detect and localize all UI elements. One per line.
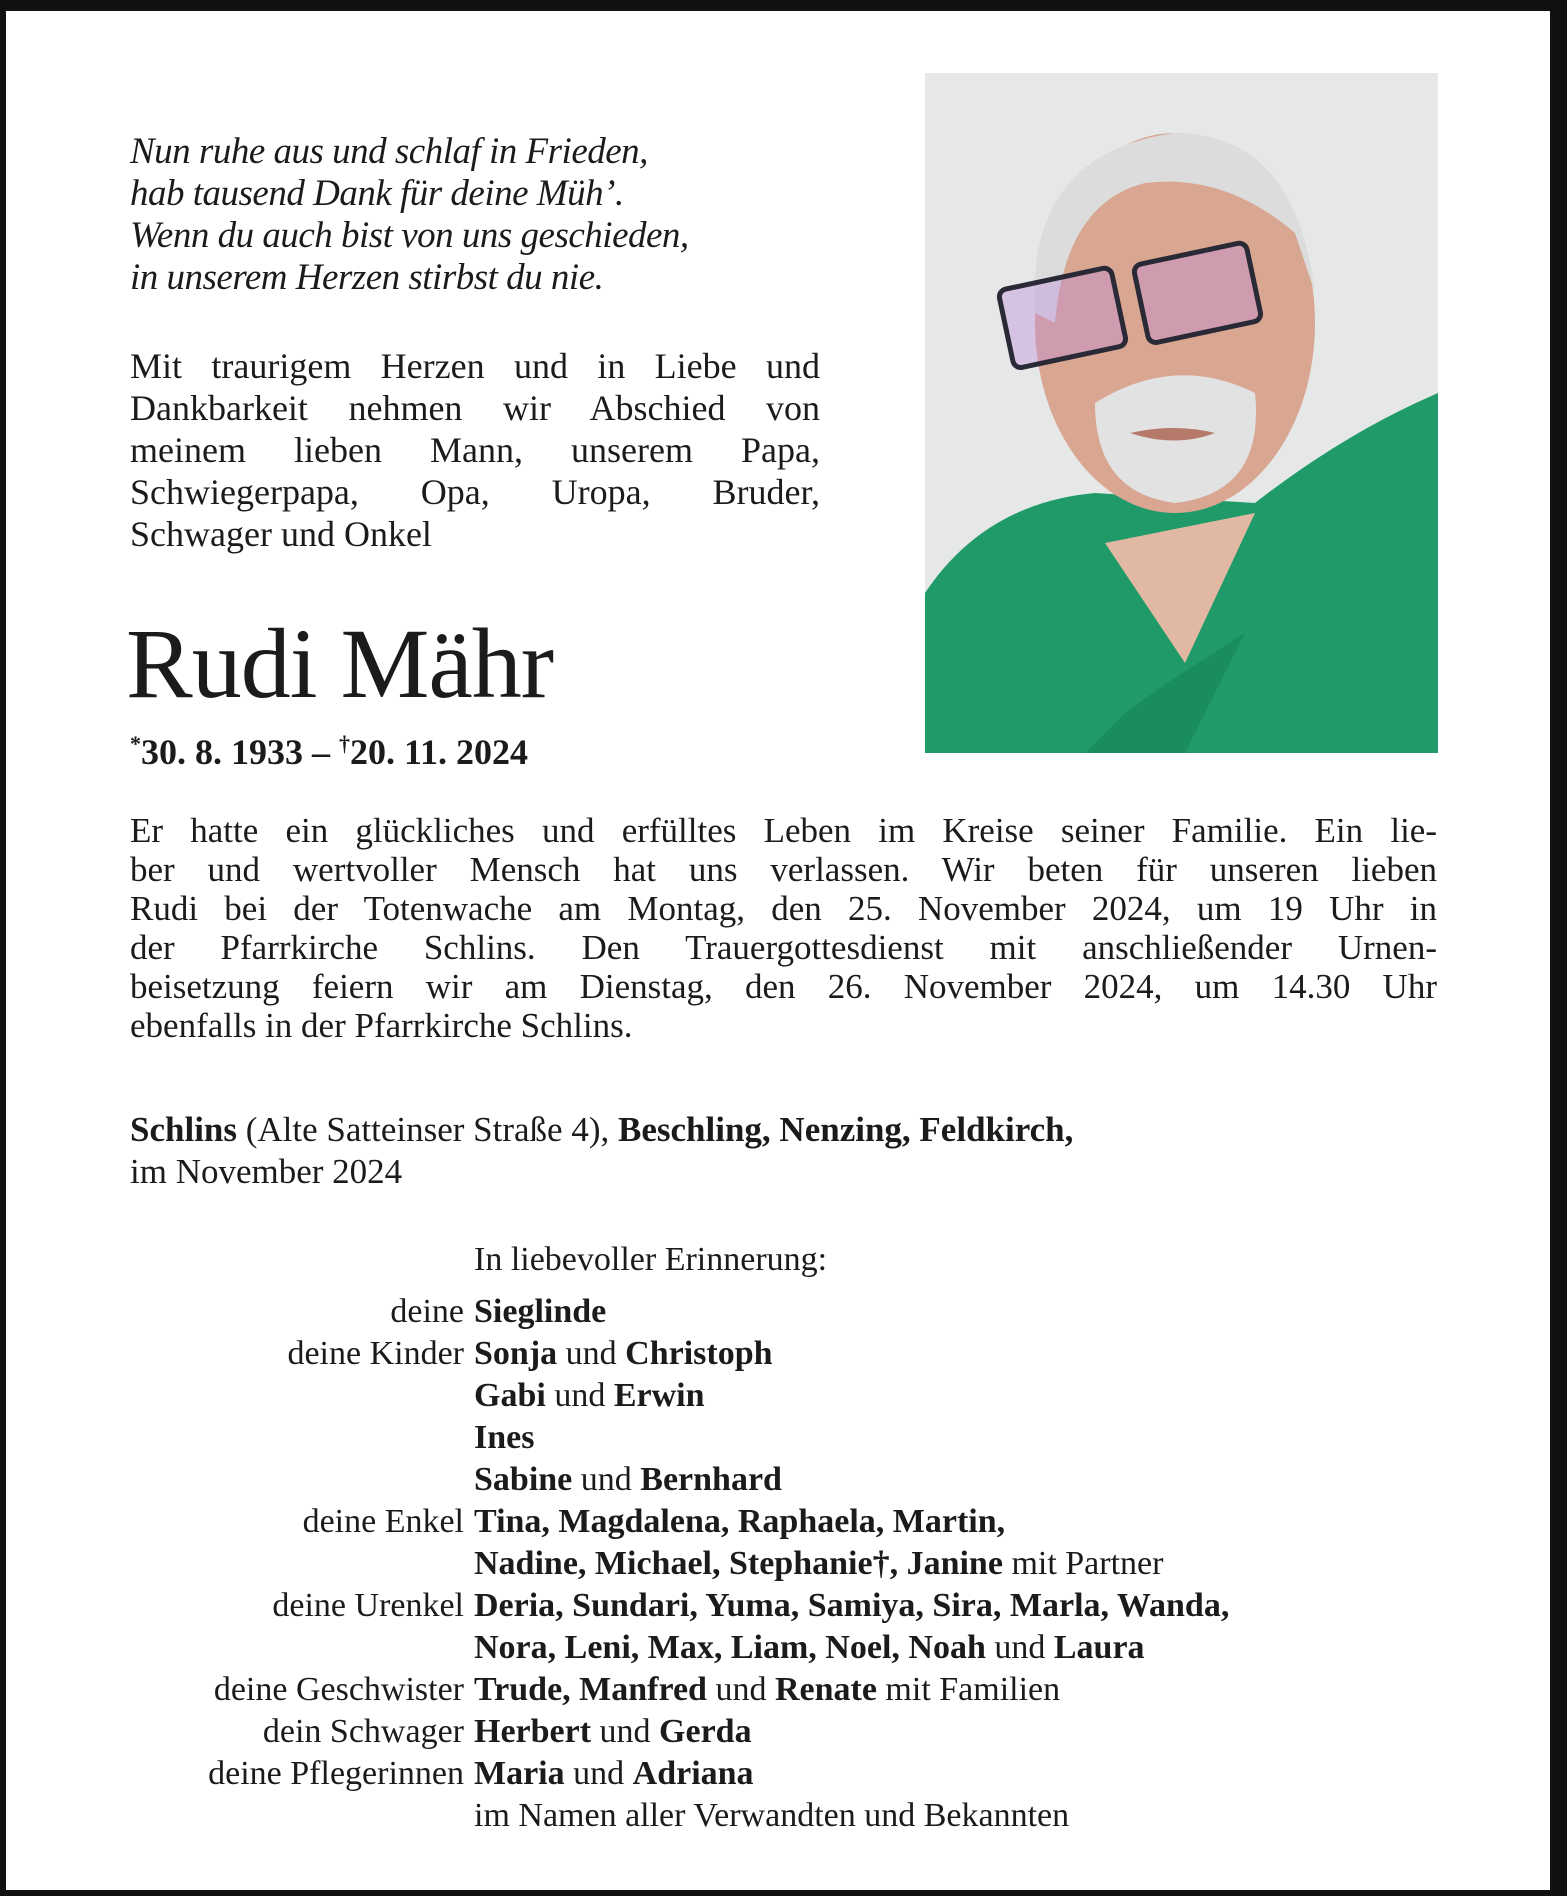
poem-line: in unserem Herzen stirbst du nie. — [130, 257, 604, 298]
mourner-row — [130, 1753, 1450, 1795]
mourner-name: Sabine — [474, 1461, 573, 1498]
intro-paragraph — [130, 345, 820, 555]
poem-line: Nun ruhe aus und schlaf in Frieden, — [130, 131, 648, 172]
life-dates — [130, 731, 528, 773]
relation-label: deine Urenkel — [272, 1587, 464, 1624]
mourner-names — [474, 1291, 606, 1333]
mourner-name: Deria, Sundari, Yuma, Samiya, Sira, Marla, Wanda, — [474, 1587, 1230, 1624]
mourner-name: Gerda — [659, 1713, 752, 1750]
birth-date: 30. 8. 1933 — [141, 732, 303, 772]
memory-heading: In liebevoller Erinnerung: — [474, 1241, 828, 1278]
mourner-names — [474, 1795, 1069, 1837]
mourner-row — [130, 1291, 1450, 1333]
mourner-name: Gabi — [474, 1377, 546, 1414]
mourner-name: Tina, Magdalena, Raphaela, Martin, — [474, 1503, 1006, 1540]
body-line: Rudi bei der Totenwache am Montag, den 25. November 2024, um 19 Uhr in — [130, 889, 1437, 928]
mourner-names — [474, 1333, 773, 1375]
relation-label: deine Pflegerinnen — [208, 1755, 464, 1792]
service-details — [130, 811, 1437, 1045]
intro-line: Mit traurigem Herzen und in Liebe und — [130, 346, 820, 386]
mourner-name: Bernhard — [640, 1461, 782, 1498]
birth-symbol: * — [130, 731, 141, 756]
intro-line: Schwiegerpapa, Opa, Uropa, Bruder, — [130, 472, 820, 512]
mourner-names — [474, 1459, 782, 1501]
body-line: ber und wertvoller Mensch hat uns verlassen. Wir beten für unseren lieben — [130, 850, 1437, 889]
other-places: Beschling, Nenzing, Feldkirch, — [618, 1110, 1074, 1149]
relation-label — [130, 1375, 474, 1417]
relation-label: deine Geschwister — [213, 1671, 464, 1708]
mourner-names — [474, 1669, 1060, 1711]
connector-text: mit Familien — [876, 1671, 1061, 1708]
mourner-name: Maria — [474, 1755, 565, 1792]
address: (Alte Satteinser Straße 4), — [237, 1110, 619, 1149]
mourner-row — [130, 1795, 1450, 1837]
relation-label — [130, 1795, 474, 1837]
relation-label — [130, 1543, 474, 1585]
body-line: beisetzung feiern wir am Dienstag, den 26. November 2024, um 14.30 Uhr — [130, 967, 1437, 1006]
relation-label: deine Enkel — [302, 1503, 464, 1540]
mourner-names — [474, 1501, 1005, 1543]
obituary-page — [6, 11, 1550, 1890]
body-line: Er hatte ein glückliches und erfülltes Leben im Kreise seiner Familie. Ein lie- — [130, 811, 1437, 850]
intro-line: Schwager und Onkel — [130, 514, 432, 554]
mourner-name: Laura — [1053, 1629, 1145, 1666]
mourner-row — [130, 1501, 1450, 1543]
mourner-names — [474, 1711, 752, 1753]
town: Schlins — [130, 1110, 237, 1149]
mourner-names — [474, 1585, 1229, 1627]
portrait-photo — [925, 73, 1438, 753]
date-separator: – — [303, 732, 339, 772]
connector-text: und — [572, 1461, 641, 1498]
mourner-names — [474, 1627, 1145, 1669]
mourner-name: Trude, Manfred — [474, 1671, 707, 1708]
connector-text: und — [706, 1671, 775, 1708]
relation-label — [130, 1459, 474, 1501]
connector-text: mit Partner — [1002, 1545, 1164, 1582]
mourner-row — [130, 1627, 1450, 1669]
places-and-date — [130, 1109, 1073, 1193]
mourner-names — [474, 1753, 754, 1795]
mourner-row — [130, 1333, 1450, 1375]
connector-text: und — [564, 1755, 633, 1792]
mourner-row — [130, 1585, 1450, 1627]
mourner-row — [130, 1711, 1450, 1753]
mourner-names — [474, 1375, 705, 1417]
mourner-name: Adriana — [632, 1755, 754, 1792]
poem-line: hab tausend Dank für deine Müh’. — [130, 173, 624, 214]
body-line: der Pfarrkirche Schlins. Den Trauergottesdienst mit anschließender Urnen- — [130, 928, 1437, 967]
intro-line: Dankbarkeit nehmen wir Abschied von — [130, 388, 820, 428]
mourner-names — [474, 1543, 1163, 1585]
mourners-list — [130, 1239, 1450, 1837]
mourner-name: Ines — [474, 1419, 535, 1456]
mourner-name: Nora, Leni, Max, Liam, Noel, Noah — [474, 1629, 986, 1666]
poem — [130, 131, 689, 299]
death-date: 20. 11. 2024 — [350, 732, 529, 772]
connector-text: und — [985, 1629, 1054, 1666]
mourner-row — [130, 1669, 1450, 1711]
mourner-row — [130, 1459, 1450, 1501]
deceased-name: Rudi Mähr — [126, 608, 554, 719]
connector-text: und — [545, 1377, 614, 1414]
mourner-name: Sonja — [474, 1335, 558, 1372]
relation-label: deine Kinder — [287, 1335, 464, 1372]
mourner-row — [130, 1375, 1450, 1417]
mourner-name: Sieglinde — [474, 1293, 607, 1330]
mourner-name: Christoph — [625, 1335, 773, 1372]
relation-label — [130, 1627, 474, 1669]
connector-text: und — [557, 1335, 626, 1372]
relation-label — [130, 1417, 474, 1459]
place-date: im November 2024 — [130, 1152, 403, 1191]
mourner-row — [130, 1417, 1450, 1459]
mourner-row — [130, 1543, 1450, 1585]
poem-line: Wenn du auch bist von uns geschieden, — [130, 215, 689, 256]
mourner-names — [474, 1417, 534, 1459]
connector-text: im Namen aller Verwandten und Bekannten — [474, 1797, 1070, 1834]
mourner-name: Erwin — [613, 1377, 705, 1414]
mourner-name: Herbert — [474, 1713, 592, 1750]
death-symbol: † — [339, 731, 350, 756]
relation-label: dein Schwager — [262, 1713, 464, 1750]
connector-text: und — [591, 1713, 660, 1750]
mourner-name: Nadine, Michael, Stephanie†, Janine — [474, 1545, 1003, 1582]
intro-line: meinem lieben Mann, unserem Papa, — [130, 430, 820, 470]
relation-label: deine — [390, 1293, 464, 1330]
mourner-name: Renate — [774, 1671, 877, 1708]
body-line: ebenfalls in der Pfarrkirche Schlins. — [130, 1006, 633, 1045]
